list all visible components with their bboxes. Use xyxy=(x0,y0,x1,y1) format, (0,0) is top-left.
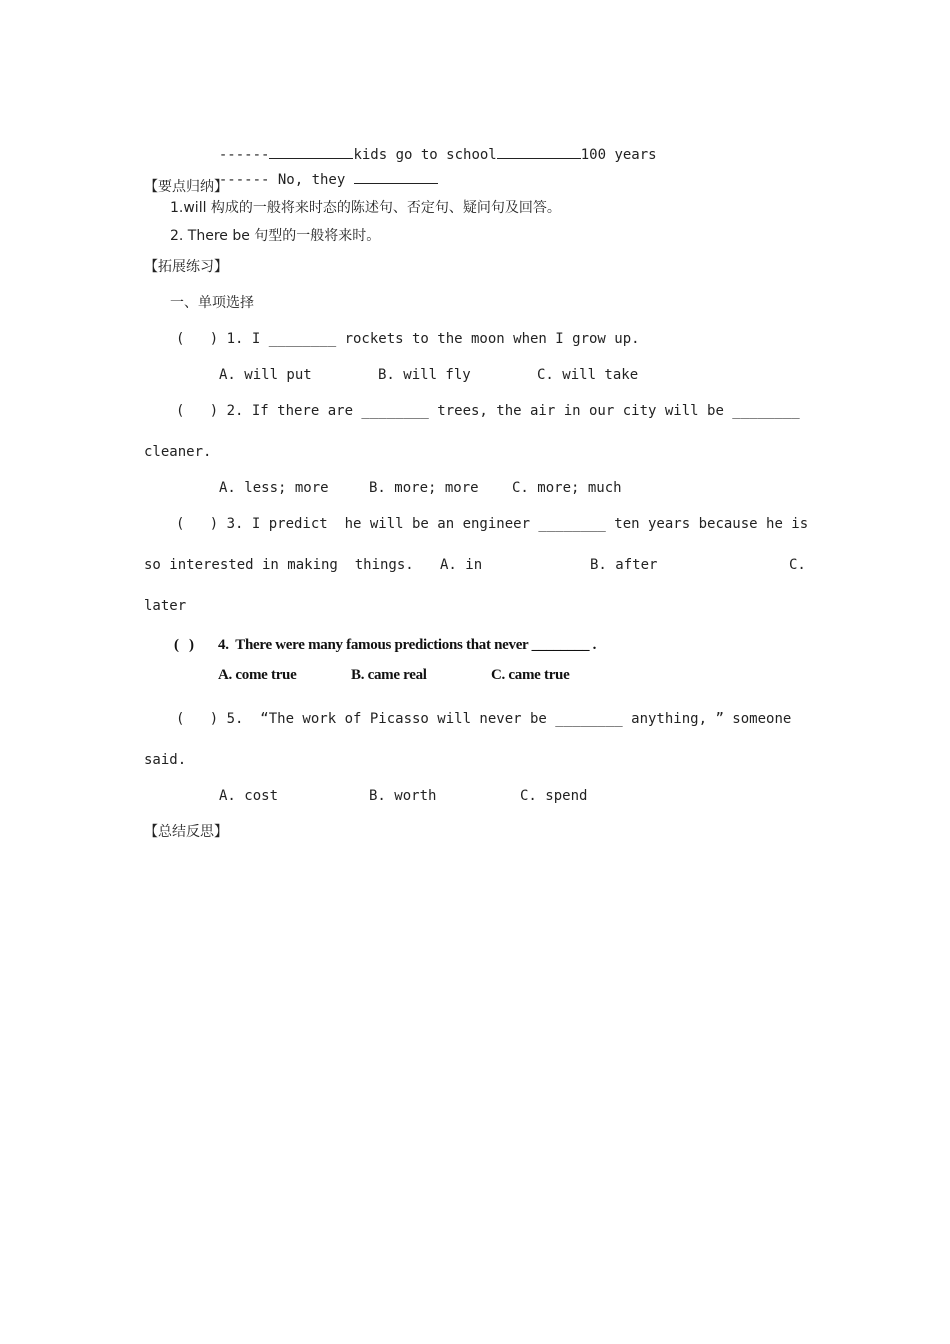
question-3-option-a: A. in xyxy=(440,557,483,573)
question-3-option-c-text: later xyxy=(144,598,187,614)
question-4-paren: ( ) xyxy=(174,637,194,653)
question-1-option-b: B. will fly xyxy=(378,367,471,383)
question-3-option-c: C. xyxy=(789,557,806,573)
section-title: 一、单项选择 xyxy=(170,295,254,311)
practice-heading: 【拓展练习】 xyxy=(144,259,228,275)
question-4-option-a: A. come true xyxy=(218,667,297,683)
answer-blank xyxy=(497,146,581,159)
question-2-option-b: B. more; more xyxy=(369,480,479,496)
dialog-dashes: ------ xyxy=(218,147,270,163)
question-4-option-b: B. came real xyxy=(351,667,427,683)
question-5-option-a: A. cost xyxy=(219,788,279,804)
dialog-text-b: 100 years xyxy=(580,147,657,163)
summary-heading: 【总结反思】 xyxy=(144,824,228,840)
question-2-option-c: C. more; much xyxy=(512,480,622,496)
question-4-option-c: C. came true xyxy=(491,667,570,683)
key-point-2: 2. There be 句型的一般将来时。 xyxy=(170,228,381,244)
question-4-stem: 4. There were many famous predictions that never ________ . xyxy=(218,637,597,653)
question-5-option-b: B. worth xyxy=(369,788,437,804)
key-point-1: 1.will 构成的一般将来时态的陈述句、否定句、疑问句及回答。 xyxy=(170,200,561,216)
question-5-option-c: C. spend xyxy=(520,788,588,804)
dialog-line-2 xyxy=(202,153,438,189)
dialog-prefix: ------ No, they xyxy=(218,172,354,188)
question-5-continuation: said. xyxy=(144,752,187,768)
question-2-stem: ( ) 2. If there are ________ trees, the air in our city will be ________ xyxy=(176,403,800,419)
question-2-option-a: A. less; more xyxy=(219,480,329,496)
question-1-stem: ( ) 1. I ________ rockets to the moon when I grow up. xyxy=(176,331,640,347)
dialog-text-a: kids go to school xyxy=(353,147,497,163)
answer-blank xyxy=(354,171,438,184)
question-1-option-a: A. will put xyxy=(219,367,312,383)
question-5-stem: ( ) 5. “The work of Picasso will never be ________ anything, ” someone xyxy=(176,711,792,727)
question-3-continuation: so interested in making things. xyxy=(144,557,414,573)
question-3-option-b: B. after xyxy=(590,557,658,573)
question-1-option-c: C. will take xyxy=(537,367,639,383)
key-points-heading: 【要点归纳】 xyxy=(144,179,228,195)
question-3-stem: ( ) 3. I predict he will be an engineer ________ ten years because he is xyxy=(176,516,809,532)
question-2-continuation: cleaner. xyxy=(144,444,212,460)
